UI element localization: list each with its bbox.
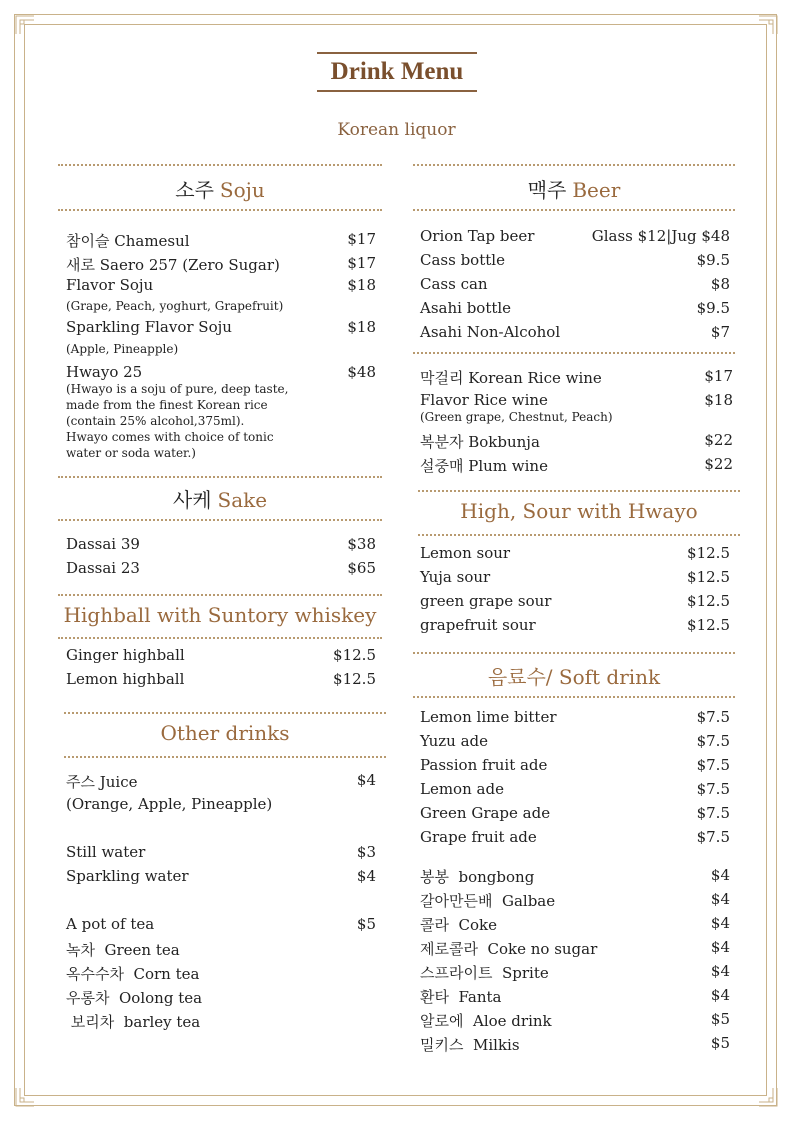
dotted-divider <box>413 209 735 211</box>
dotted-divider <box>58 594 382 596</box>
menu-item: Ginger highball $12.5 <box>66 646 376 664</box>
menu-title-box <box>317 52 477 92</box>
dotted-divider <box>58 637 382 639</box>
menu-item: Orion Tap beer Glass $12|Jug $48 <box>420 227 730 245</box>
other-drinks-heading: Other drinks <box>160 721 290 745</box>
corner-ornament-icon <box>14 1086 36 1108</box>
menu-item: Passion fruit ade $7.5 <box>420 756 730 774</box>
tea-item: 옥수수차 Corn tea <box>66 965 200 983</box>
dotted-divider <box>64 712 386 714</box>
menu-item: Dassai 39 $38 <box>66 535 376 553</box>
menu-item: Asahi bottle $9.5 <box>420 299 730 317</box>
menu-item: Green Grape ade $7.5 <box>420 804 730 822</box>
corner-ornament-icon <box>757 1086 779 1108</box>
menu-item: Cass bottle $9.5 <box>420 251 730 269</box>
dotted-divider <box>413 696 735 698</box>
menu-item: Sparkling Flavor Soju $18 <box>66 318 376 336</box>
soju-heading: 소주 Soju <box>175 178 265 202</box>
menu-item: Flavor Soju $18 <box>66 276 376 294</box>
item-note: (Grape, Peach, yoghurt, Grapefruit) <box>66 299 284 313</box>
menu-item: Asahi Non-Alcohol $7 <box>420 323 730 341</box>
menu-item: 스프라이트 Sprite $4 <box>420 962 730 982</box>
dotted-divider <box>418 490 740 492</box>
menu-item: 복분자 Bokbunja $22 <box>420 431 733 451</box>
menu-item: Dassai 23 $65 <box>66 559 376 577</box>
menu-item: Flavor Rice wine $18 <box>420 391 733 409</box>
menu-item: Yuja sour $12.5 <box>420 568 730 586</box>
menu-item: Grape fruit ade $7.5 <box>420 828 730 846</box>
menu-item: 환타 Fanta $4 <box>420 986 730 1006</box>
dotted-divider <box>58 476 382 478</box>
menu-item: Lemon highball $12.5 <box>66 670 376 688</box>
menu-item: Lemon ade $7.5 <box>420 780 730 798</box>
menu-item: 콜라 Coke $4 <box>420 914 730 934</box>
dotted-divider <box>64 756 386 758</box>
menu-item: 새로 Saero 257 (Zero Sugar) $17 <box>66 254 376 274</box>
menu-item: Lemon lime bitter $7.5 <box>420 708 730 726</box>
menu-item: Cass can $8 <box>420 275 730 293</box>
dotted-divider <box>58 164 382 166</box>
beer-heading: 맥주 Beer <box>527 178 621 202</box>
menu-item: grapefruit sour $12.5 <box>420 616 730 634</box>
tea-item: 녹차 Green tea <box>66 941 180 959</box>
corner-ornament-icon <box>14 14 36 36</box>
corner-ornament-icon <box>757 14 779 36</box>
menu-item: 밀키스 Milkis $5 <box>420 1034 730 1054</box>
menu-item: Lemon sour $12.5 <box>420 544 730 562</box>
menu-item: 설중매 Plum wine $22 <box>420 455 733 475</box>
sour-heading: High, Sour with Hwayo <box>460 499 698 523</box>
dotted-divider <box>58 209 382 211</box>
dotted-divider <box>413 164 735 166</box>
menu-item: 갈아만든배 Galbae $4 <box>420 890 730 910</box>
item-note: (Orange, Apple, Pineapple) <box>66 795 273 813</box>
item-note: (Green grape, Chestnut, Peach) <box>420 410 613 424</box>
menu-item: 알로에 Aloe drink $5 <box>420 1010 730 1030</box>
dotted-divider <box>418 534 740 536</box>
tea-item: 보리차 barley tea <box>66 1013 201 1031</box>
menu-title: Drink Menu <box>330 58 464 85</box>
tea-item: 우롱차 Oolong tea <box>66 989 203 1007</box>
item-note: (Hwayo is a soju of pure, deep taste, made from the finest Korean rice (contain 25% alcohol,375ml). Hwayo comes with choice of tonic water or soda water.) <box>66 382 289 460</box>
item-note: (Apple, Pineapple) <box>66 342 179 356</box>
menu-item: A pot of tea $5 <box>66 915 376 933</box>
soft-drink-heading: 음료수/ Soft drink <box>487 665 661 689</box>
menu-item: Still water $3 <box>66 843 376 861</box>
dotted-divider <box>58 519 382 521</box>
menu-item: green grape sour $12.5 <box>420 592 730 610</box>
dotted-divider <box>413 352 735 354</box>
menu-item: 주스 Juice $4 <box>66 771 376 791</box>
menu-item: Hwayo 25 $48 <box>66 363 376 381</box>
menu-item: 막걸리 Korean Rice wine $17 <box>420 367 733 387</box>
sake-heading: 사케 Sake <box>172 488 268 512</box>
menu-item: Sparkling water $4 <box>66 867 376 885</box>
menu-item: Yuzu ade $7.5 <box>420 732 730 750</box>
menu-subtitle: Korean liquor <box>337 120 456 140</box>
menu-item: 봉봉 bongbong $4 <box>420 866 730 886</box>
menu-item: 제로콜라 Coke no sugar $4 <box>420 938 730 958</box>
dotted-divider <box>413 652 735 654</box>
menu-item: 참이슬 Chamesul $17 <box>66 230 376 250</box>
highball-heading: Highball with Suntory whiskey <box>63 603 377 627</box>
